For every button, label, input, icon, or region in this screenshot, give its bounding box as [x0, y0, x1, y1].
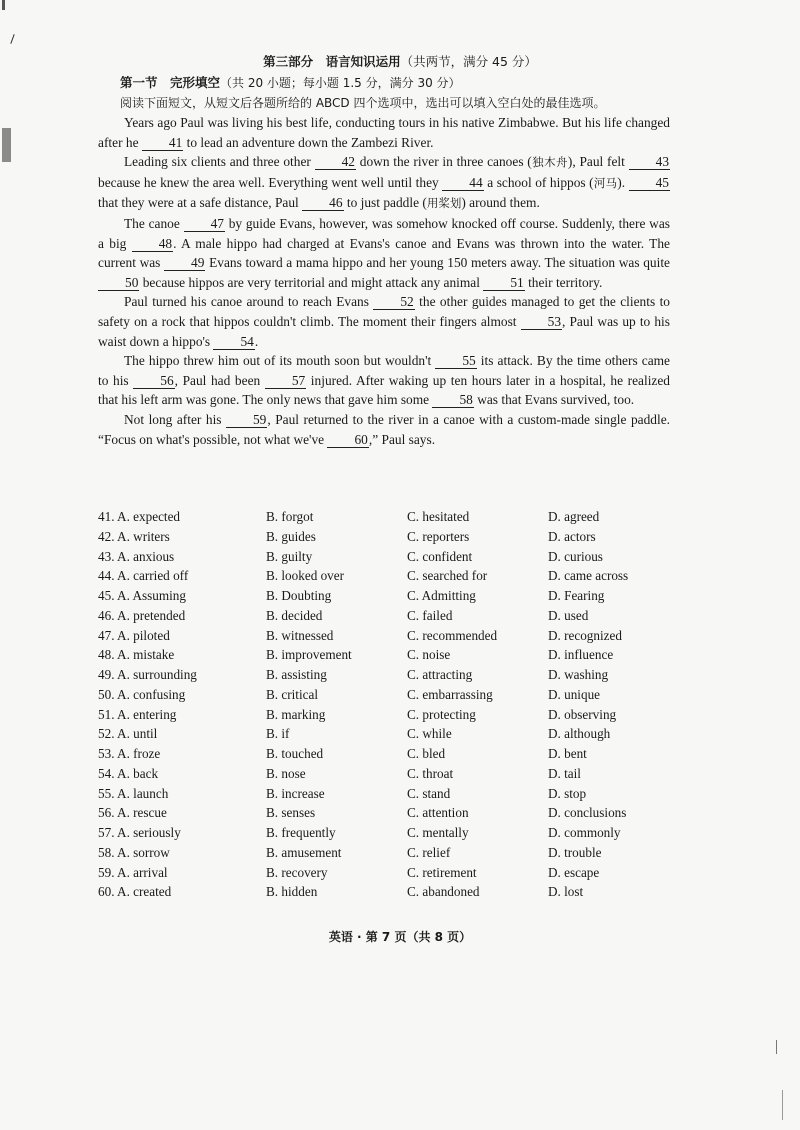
passage-text: injured. After waking up ten hours later in a hospital, he realized that his left arm was gone. The only news that gave him some — [98, 372, 671, 408]
scan-mark — [776, 1040, 777, 1054]
passage-text: ), Paul felt — [567, 154, 629, 170]
option-b: B. guilty — [266, 548, 313, 564]
option-b: B. nose — [266, 765, 306, 781]
option-c: C. stand — [407, 785, 451, 801]
option-a: 46. A. pretended — [98, 607, 186, 623]
option-d: D. although — [548, 726, 611, 742]
option-d: D. recognized — [548, 627, 622, 643]
gloss-hippo: 河马 — [593, 175, 618, 190]
option-c: C. noise — [407, 647, 451, 663]
option-b: B. senses — [266, 805, 316, 821]
option-row — [98, 805, 678, 825]
option-d: D. commonly — [548, 825, 621, 840]
paragraph-1 — [98, 113, 670, 152]
option-c: C. protecting — [407, 706, 476, 722]
passage-text: ) around them. — [461, 195, 540, 211]
gloss-canoe: 独木舟 — [531, 155, 568, 170]
option-b: B. critical — [266, 686, 318, 702]
passage-text: , Paul was up to his waist down a hippo's — [98, 313, 670, 349]
option-a: 43. A. anxious — [98, 548, 175, 564]
passage-text: down the river in three canoes ( — [356, 154, 532, 170]
option-d: D. curious — [548, 548, 603, 564]
option-row — [98, 529, 678, 549]
option-a: 60. A. created — [98, 884, 172, 900]
option-a: 47. A. piloted — [98, 627, 170, 643]
scan-mark — [2, 0, 5, 10]
option-b: B. improvement — [266, 647, 352, 663]
part-title — [0, 52, 800, 70]
part-title-main: 第三部分 语言知识运用 — [263, 54, 401, 69]
option-d: D. agreed — [548, 509, 600, 524]
option-a: 50. A. confusing — [98, 686, 186, 702]
option-d: D. unique — [548, 686, 601, 702]
option-a: 55. A. launch — [98, 785, 169, 801]
option-c: C. throat — [407, 765, 454, 781]
option-a: 53. A. froze — [98, 746, 161, 761]
part-title-sub: （共两节，满分 45 分） — [400, 54, 537, 69]
passage-text: ). — [617, 174, 629, 190]
blank-51: 51 — [483, 276, 524, 291]
option-c: C. embarrassing — [407, 686, 493, 702]
blank-48: 48 — [132, 237, 173, 252]
scan-mark — [10, 34, 14, 44]
paragraph-5 — [98, 351, 670, 410]
option-d: D. used — [548, 607, 589, 623]
option-row — [98, 628, 678, 648]
page-footer: 英语 · 第 7 页（共 8 页） — [328, 930, 472, 944]
option-a: 49. A. surrounding — [98, 667, 197, 682]
passage-text: a school of hippos ( — [483, 174, 594, 190]
option-b: B. looked over — [266, 568, 345, 584]
passage-text: Paul turned his canoe around to reach Evans — [124, 294, 374, 310]
blank-45: 45 — [629, 176, 670, 191]
passage-text: that they were at a safe distance, Paul — [98, 195, 303, 211]
blank-41: 41 — [142, 136, 183, 151]
passage-text: . — [254, 333, 259, 349]
option-c: C. confident — [407, 548, 473, 564]
option-d: D. influence — [548, 647, 614, 663]
option-b: B. guides — [266, 528, 316, 544]
blank-57: 57 — [265, 374, 306, 389]
section-title-main: 第一节 完形填空 — [120, 75, 221, 90]
option-a: 48. A. mistake — [98, 647, 175, 663]
gloss-paddle: 用桨划 — [426, 196, 462, 211]
option-row — [98, 845, 678, 865]
passage-text: because hippos are very territorial and might attack any animal — [139, 274, 484, 290]
option-b: B. witnessed — [266, 627, 334, 643]
option-a: 56. A. rescue — [98, 805, 167, 821]
blank-49: 49 — [164, 256, 205, 271]
passage-text: was that Evans survived, too. — [473, 392, 635, 408]
option-b: B. frequently — [266, 825, 336, 840]
option-row — [98, 707, 678, 727]
option-c: C. attention — [407, 805, 469, 821]
option-c: C. recommended — [407, 627, 498, 643]
option-c: C. hesitated — [407, 509, 470, 524]
option-b: B. assisting — [266, 667, 327, 682]
blank-47: 47 — [184, 217, 225, 232]
blank-58: 58 — [432, 393, 473, 408]
option-b: B. touched — [266, 746, 324, 761]
option-a: 41. A. expected — [98, 509, 181, 524]
blank-42: 42 — [315, 155, 356, 170]
option-b: B. decided — [266, 607, 323, 623]
option-c: C. failed — [407, 607, 453, 623]
option-d: D. tail — [548, 765, 581, 781]
option-d: D. conclusions — [548, 805, 627, 821]
cloze-passage — [98, 113, 670, 449]
passage-text: Evans toward a mama hippo and her young 150 meters away. The situation was quite — [205, 255, 670, 271]
option-a: 51. A. entering — [98, 706, 177, 722]
option-a: 44. A. carried off — [98, 568, 189, 584]
option-row — [98, 608, 678, 628]
option-row — [98, 865, 678, 885]
scan-mark — [782, 1090, 783, 1120]
option-d: D. came across — [548, 568, 629, 584]
option-c: C. searched for — [407, 568, 488, 584]
option-row — [98, 509, 678, 529]
passage-text: to just paddle ( — [343, 195, 427, 211]
option-d: D. Fearing — [548, 588, 605, 603]
passage-text: The canoe — [124, 215, 184, 231]
passage-text: , Paul returned to the river in a canoe with a custom-made single paddle. “Focus on what's possible, not what we've — [98, 411, 670, 447]
blank-53: 53 — [521, 315, 562, 330]
option-a: 54. A. back — [98, 765, 159, 781]
option-b: B. if — [266, 726, 290, 742]
option-d: D. washing — [548, 667, 609, 682]
blank-44: 44 — [442, 176, 483, 191]
blank-43: 43 — [629, 155, 670, 170]
section-title — [120, 73, 461, 91]
blank-55: 55 — [435, 354, 476, 369]
option-d: D. escape — [548, 864, 600, 880]
passage-text: to lead an adventure down the Zambezi River. — [183, 134, 434, 150]
blank-52: 52 — [373, 295, 414, 310]
option-row — [98, 667, 678, 687]
option-row — [98, 726, 678, 746]
paragraph-3 — [98, 214, 670, 292]
option-a: 59. A. arrival — [98, 864, 168, 880]
paragraph-4 — [98, 292, 670, 351]
passage-text: Not long after his — [124, 411, 226, 427]
option-d: D. observing — [548, 706, 617, 722]
blank-60: 60 — [327, 433, 368, 448]
scan-mark — [2, 128, 11, 162]
paragraph-2 — [98, 152, 670, 214]
answer-options — [98, 509, 678, 904]
option-row — [98, 786, 678, 806]
option-row — [98, 746, 678, 766]
option-d: D. stop — [548, 785, 587, 801]
option-a: 45. A. Assuming — [98, 588, 186, 603]
option-b: B. amusement — [266, 844, 342, 860]
passage-text: . A male hippo had charged at Evans's canoe and Evans was thrown into the water. The current was — [98, 235, 671, 271]
option-b: B. recovery — [266, 864, 328, 880]
passage-text: their territory. — [524, 274, 603, 290]
option-row — [98, 825, 678, 845]
blank-54: 54 — [213, 335, 254, 350]
option-c: C. Admitting — [407, 588, 476, 603]
option-row — [98, 588, 678, 608]
option-d: D. bent — [548, 746, 587, 761]
option-c: C. bled — [407, 746, 446, 761]
option-row — [98, 884, 678, 904]
option-b: B. marking — [266, 706, 326, 722]
option-c: C. relief — [407, 844, 451, 860]
option-d: D. actors — [548, 528, 596, 544]
option-c: C. abandoned — [407, 884, 480, 900]
passage-text: because he knew the area well. Everything went well until they — [98, 174, 443, 190]
instruction: 阅读下面短文，从短文后各题所给的 ABCD 四个选项中，选出可以填入空白处的最佳选项。 — [120, 96, 606, 110]
passage-text: Leading six clients and three other — [124, 154, 315, 170]
option-c: C. reporters — [407, 528, 470, 544]
option-b: B. increase — [266, 785, 325, 801]
blank-46: 46 — [302, 196, 343, 211]
section-title-sub: （共 20 小题；每小题 1.5 分，满分 30 分） — [220, 76, 461, 90]
option-c: C. attracting — [407, 667, 473, 682]
option-a: 58. A. sorrow — [98, 844, 170, 860]
blank-50: 50 — [98, 276, 139, 291]
option-c: C. mentally — [407, 825, 469, 840]
passage-text: Years ago Paul was living his best life, conducting tours in his native Zimbabwe. But his life changed after he — [98, 115, 670, 150]
option-d: D. trouble — [548, 844, 602, 860]
option-row — [98, 687, 678, 707]
option-d: D. lost — [548, 884, 584, 900]
passage-text: by guide Evans, however, was somehow knocked off course. Suddenly, there was a big — [98, 215, 670, 251]
option-row — [98, 568, 678, 588]
option-c: C. while — [407, 726, 452, 742]
option-b: B. Doubting — [266, 588, 332, 603]
passage-text: the other guides managed to get the clients to safety on a rock that hippos couldn't climb. The moment their fingers almost — [98, 294, 670, 329]
option-b: B. forgot — [266, 509, 314, 524]
option-b: B. hidden — [266, 884, 318, 900]
passage-text: , Paul had been — [174, 372, 265, 388]
option-row — [98, 766, 678, 786]
option-row — [98, 647, 678, 667]
paragraph-6 — [98, 410, 670, 449]
option-a: 42. A. writers — [98, 528, 170, 544]
passage-text: The hippo threw him out of its mouth soon but wouldn't — [124, 353, 436, 369]
passage-text: its attack. By the time others came to his — [98, 353, 670, 388]
blank-56: 56 — [133, 374, 174, 389]
option-row — [98, 549, 678, 569]
option-c: C. retirement — [407, 864, 477, 880]
passage-text: ,” Paul says. — [368, 431, 436, 447]
option-a: 57. A. seriously — [98, 825, 181, 840]
blank-59: 59 — [226, 413, 267, 428]
option-a: 52. A. until — [98, 726, 158, 742]
